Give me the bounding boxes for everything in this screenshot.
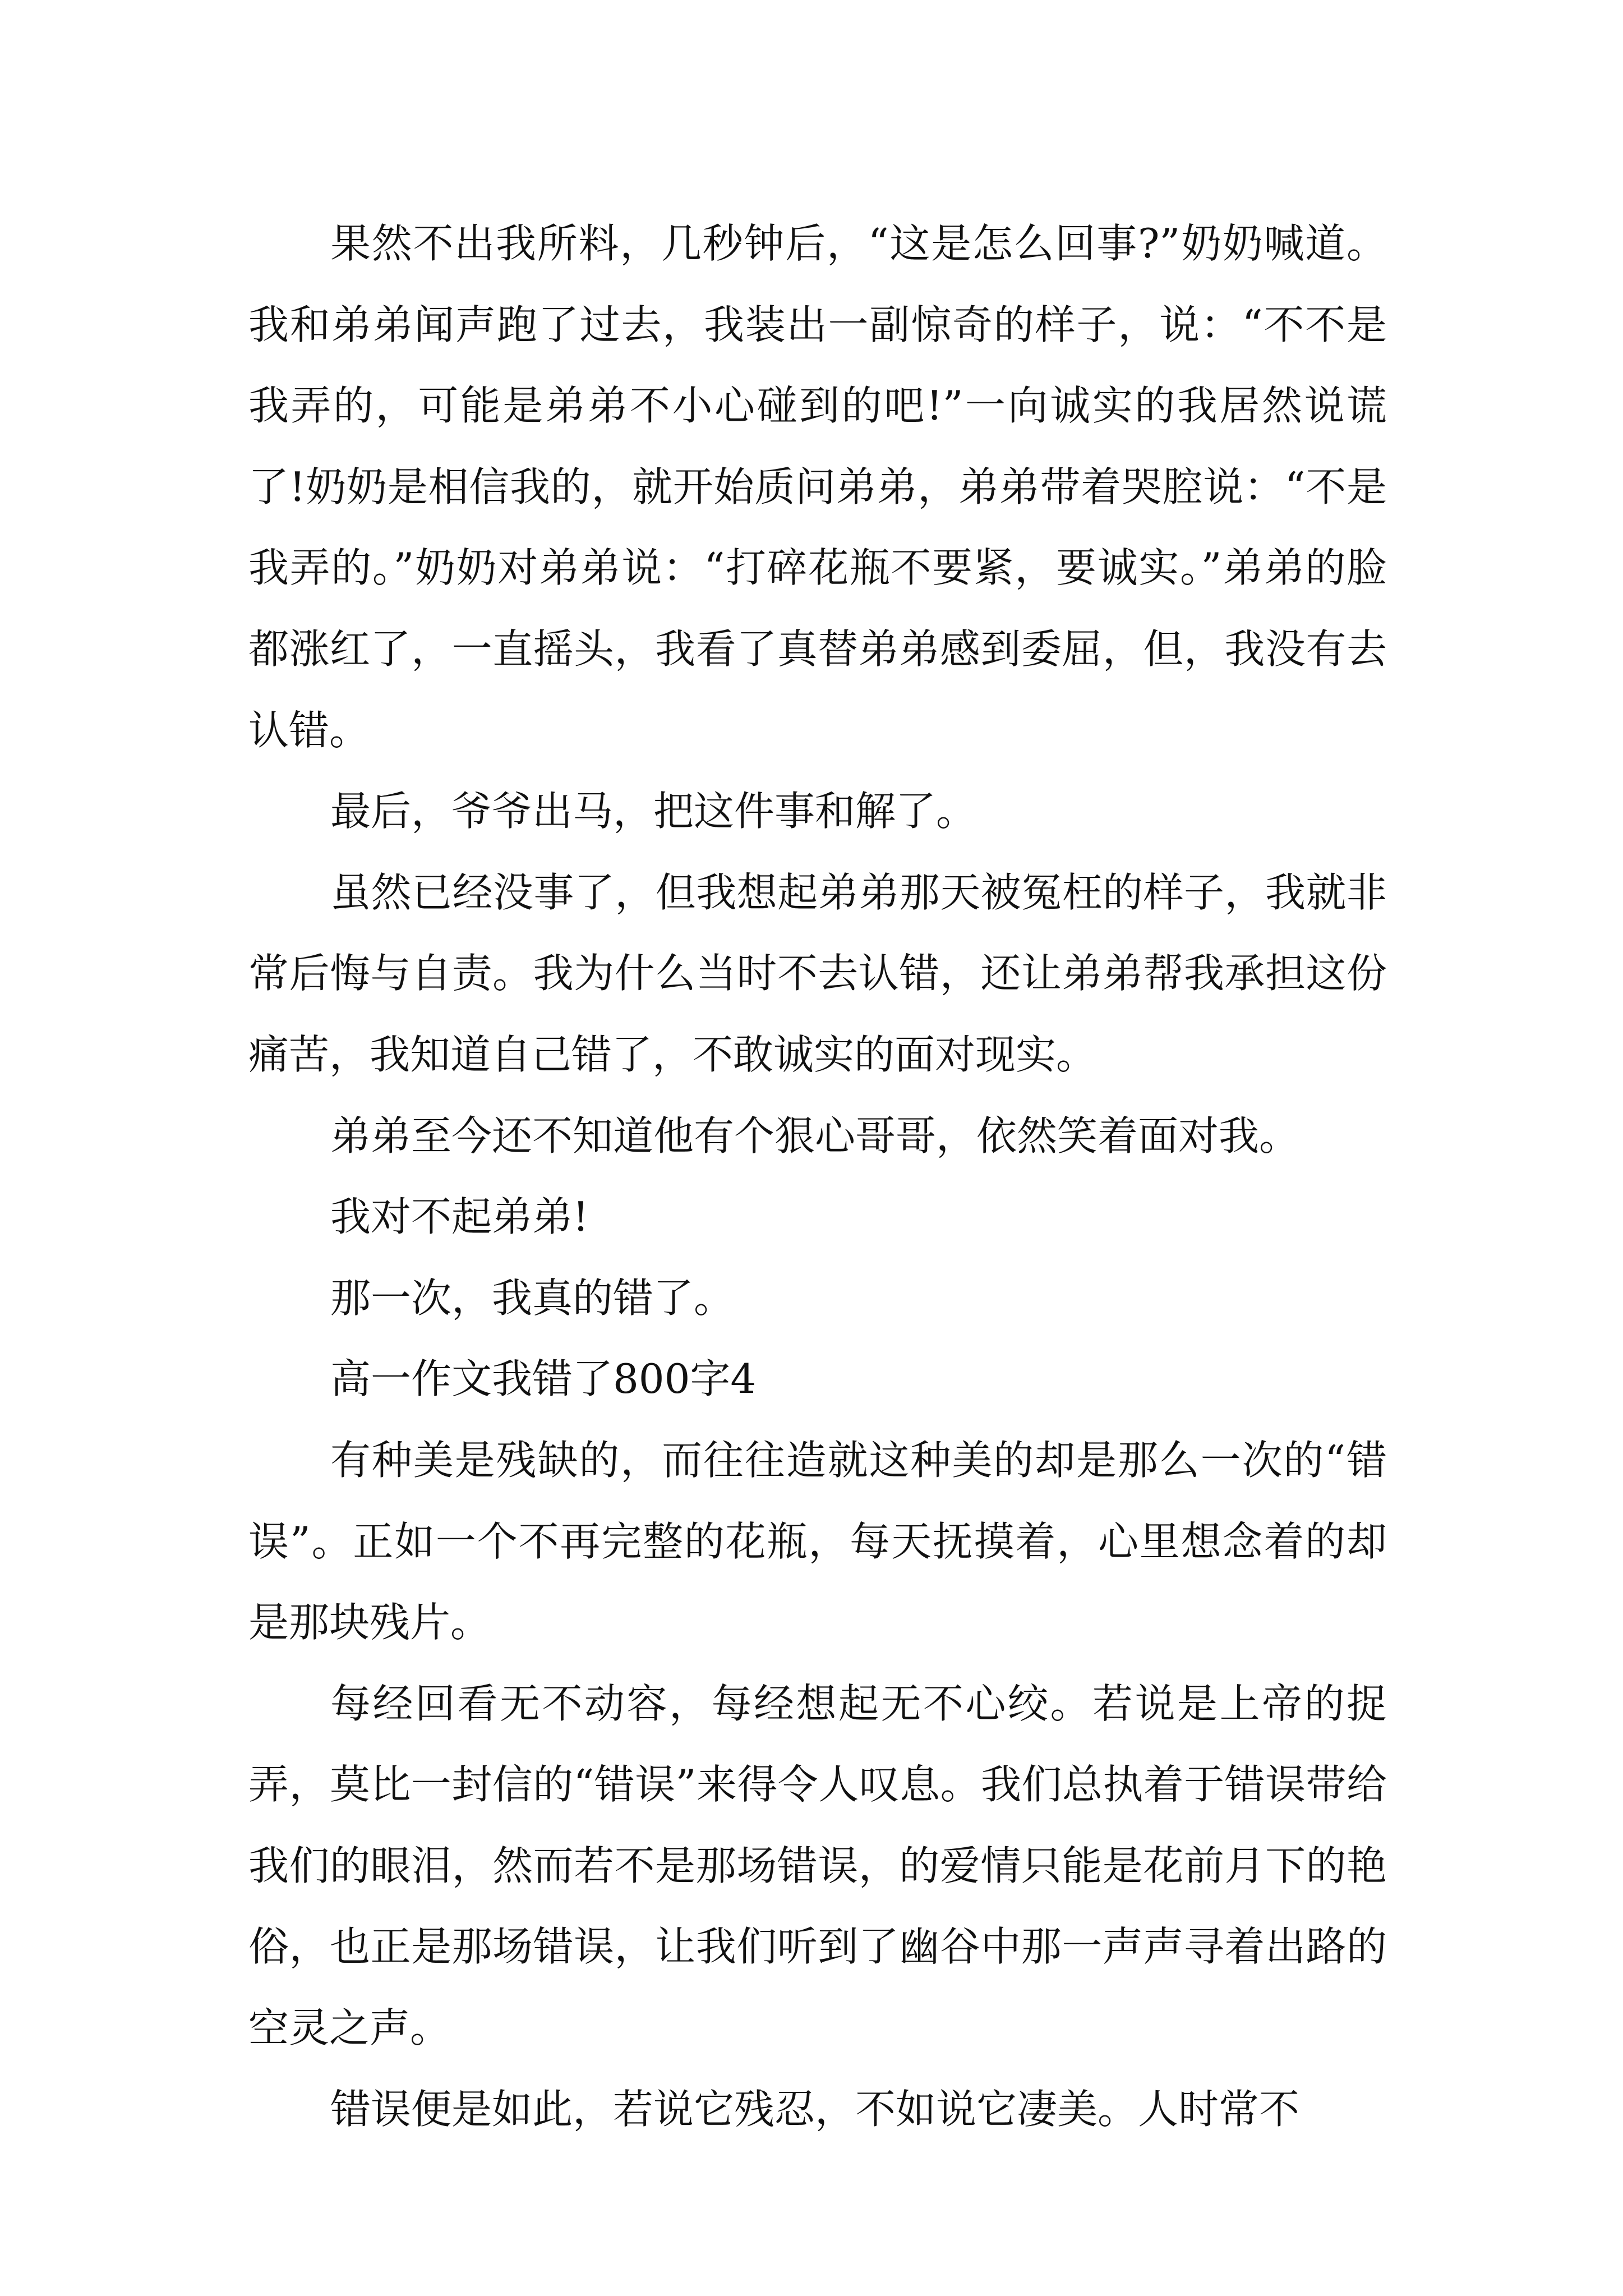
paragraph: 有种美是残缺的，而往往造就这种美的却是那么一次的“错误”。正如一个不再完整的花瓶，每天抚摸着，心里想念着的却是那块残片。 (248, 1436, 1387, 1646)
paragraph: 我对不起弟弟! (330, 1193, 589, 1241)
paragraph: 果然不出我所料，几秒钟后，“这是怎么回事?”奶奶喊道。我和弟弟闻声跑了过去，我装出一副惊奇的样子，说：“不不是我弄的，可能是弟弟不小心碰到的吧!”一向诚实的我居然说谎了!奶奶是相信我的，就开始质问弟弟，弟弟带着哭腔说：“不是我弄的。”奶奶对弟弟说：“打碎花瓶不要紧，要诚实。”弟弟的脸都涨红了，一直摇头，我看了真替弟弟感到委屈，但，我没有去认错。 (248, 220, 1387, 754)
paragraph: 那一次，我真的错了。 (330, 1274, 735, 1322)
paragraph: 弟弟至今还不知道他有个狠心哥哥，依然笑着面对我。 (330, 1112, 1300, 1159)
paragraph: 虽然已经没事了，但我想起弟弟那天被冤枉的样子，我就非常后悔与自责。我为什么当时不去认错，还让弟弟帮我承担这份痛苦，我知道自己错了，不敢诚实的面对现实。 (248, 868, 1387, 1078)
paragraph: 最后，爷爷出马，把这件事和解了。 (330, 788, 977, 835)
paragraph: 每经回看无不动容，每经想起无不心绞。若说是上帝的捉弄，莫比一封信的“错误”来得令人叹息。我们总执着于错误带给我们的眼泪，然而若不是那场错误，的爱情只能是花前月下的艳俗，也正是那场错误，让我们听到了幽谷中那一声声寻着出路的空灵之声。 (248, 1680, 1387, 2052)
paragraph: 错误便是如此，若说它残忍，不如说它凄美。人时常不 (330, 2085, 1300, 2133)
document-body (248, 203, 1387, 2150)
section-heading: 高一作文我错了800字4 (330, 1355, 757, 1403)
